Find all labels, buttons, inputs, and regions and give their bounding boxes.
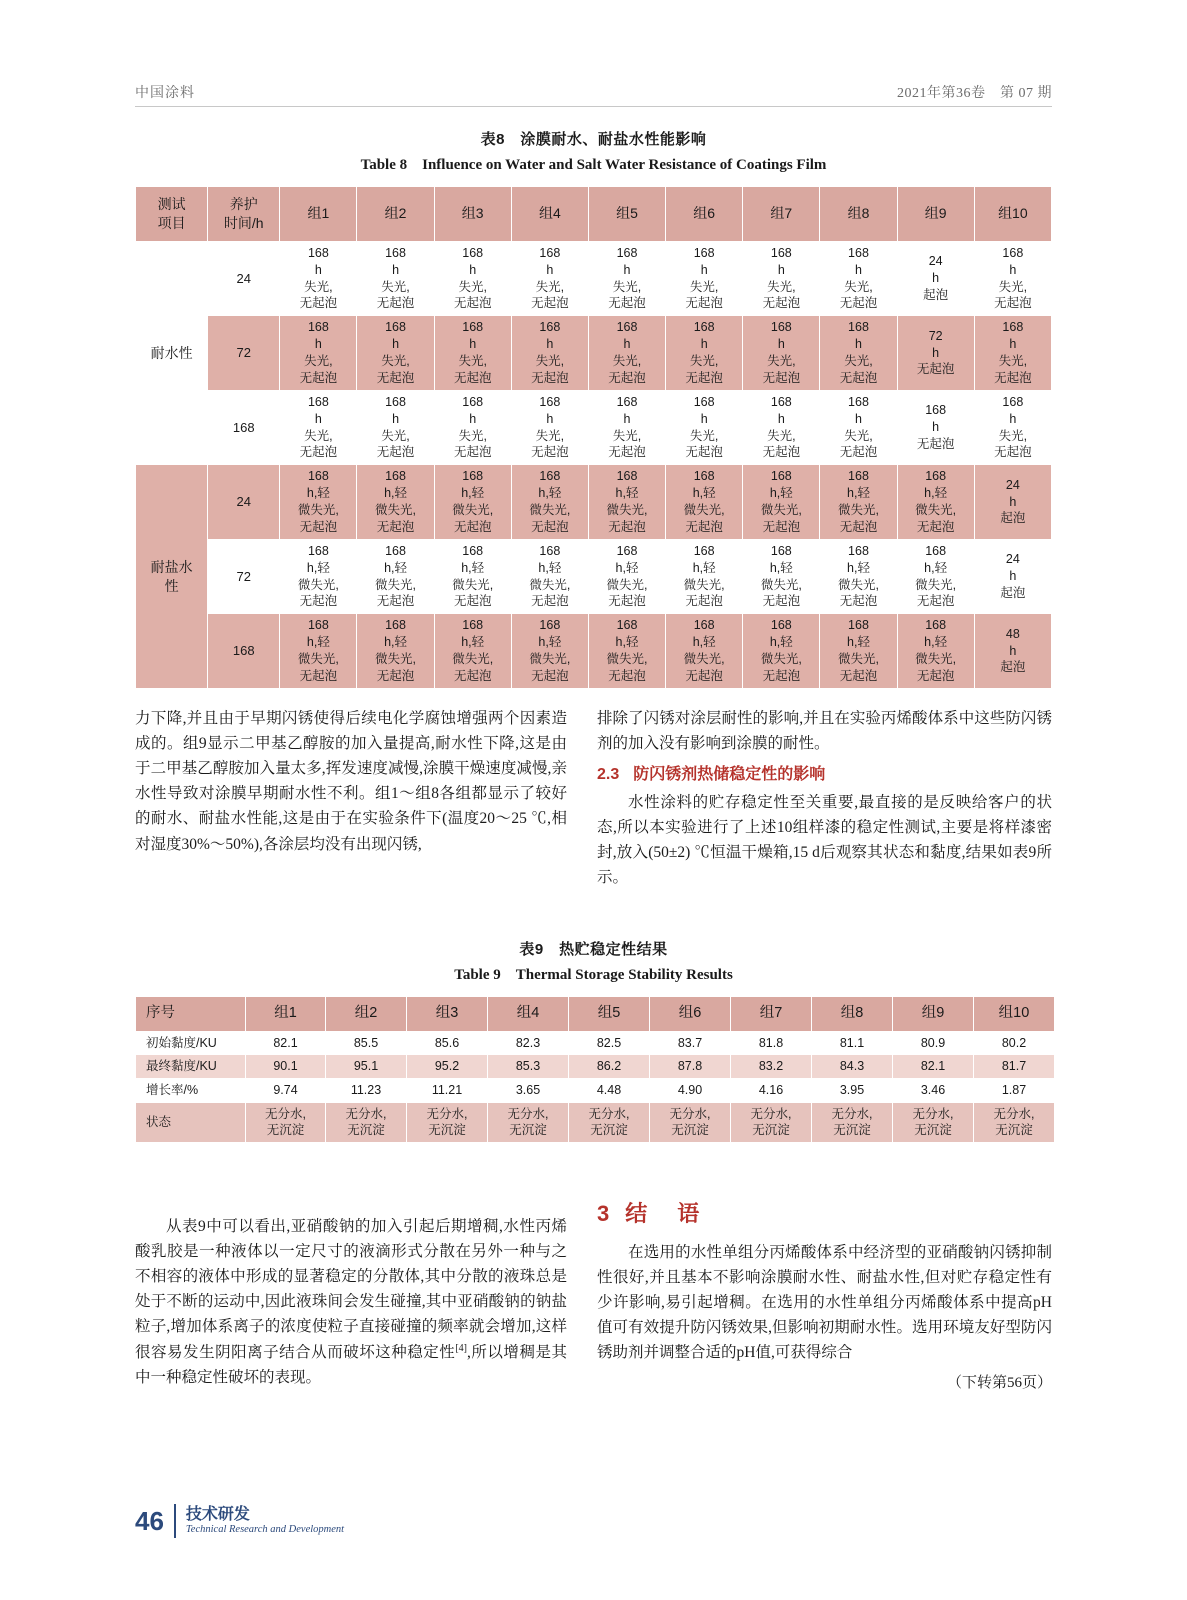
table8-cell: 168 h 失光, 无起泡 — [820, 241, 897, 316]
table8-cell: 168 h,轻 微失光, 无起泡 — [588, 465, 665, 540]
table9-cell: 无分水, 无沉淀 — [974, 1103, 1055, 1143]
section-heading-2-3 — [597, 762, 1052, 788]
table8-cell: 168 h 失光, 无起泡 — [357, 390, 434, 465]
table8-cell: 168 h,轻 微失光, 无起泡 — [588, 539, 665, 614]
table8-cell: 72 h 无起泡 — [897, 316, 974, 391]
continuation-note: （下转第56页） — [946, 1375, 1052, 1392]
table-row — [136, 1031, 1055, 1055]
issue-info: 2021年第36卷 第 07 期 — [897, 86, 1052, 101]
table8 — [135, 186, 1052, 689]
table8-cell: 168 h,轻 微失光, 无起泡 — [897, 614, 974, 689]
table9-cell: 84.3 — [812, 1055, 893, 1079]
table8-row-label-water: 耐水性 — [136, 241, 208, 465]
paragraph: 排除了闪锈对涂层耐性的影响,并且在实验丙烯酸体系中这些防闪锈剂的加入没有影响到涂膜的耐性。 — [597, 710, 1052, 753]
table8-cell: 168 h 失光, 无起泡 — [588, 390, 665, 465]
table8-cell: 168 h 失光, 无起泡 — [666, 316, 743, 391]
table8-cell: 168 h 失光, 无起泡 — [743, 390, 820, 465]
table9-cell: 无分水, 无沉淀 — [569, 1103, 650, 1143]
table8-time: 24 — [208, 241, 280, 316]
table8-cell: 168 h,轻 微失光, 无起泡 — [280, 539, 357, 614]
table8-cell: 168 h,轻 微失光, 无起泡 — [588, 614, 665, 689]
table8-cell: 168 h 失光, 无起泡 — [434, 390, 511, 465]
table8-cell: 168 h,轻 微失光, 无起泡 — [666, 614, 743, 689]
table8-cell: 168 h,轻 微失光, 无起泡 — [511, 614, 588, 689]
table9-cell: 3.95 — [812, 1079, 893, 1103]
table-row — [136, 1103, 1055, 1143]
table9-col-index: 序号 — [136, 997, 246, 1032]
table9-col-g6: 组6 — [650, 997, 731, 1032]
table8-cell: 168 h,轻 微失光, 无起泡 — [280, 614, 357, 689]
table8-cell: 168 h 失光, 无起泡 — [743, 241, 820, 316]
table8-cell: 168 h,轻 微失光, 无起泡 — [434, 465, 511, 540]
table9-cell: 95.1 — [326, 1055, 407, 1079]
table8-time: 168 — [208, 614, 280, 689]
table-row — [136, 614, 1052, 689]
table9-cell: 82.3 — [488, 1031, 569, 1055]
table8-cell: 168 h 失光, 无起泡 — [511, 241, 588, 316]
paragraph — [135, 1214, 567, 1390]
table8-cell: 168 h,轻 微失光, 无起泡 — [743, 465, 820, 540]
table8-cell: 168 h 失光, 无起泡 — [974, 390, 1051, 465]
table8-cell: 168 h,轻 微失光, 无起泡 — [666, 465, 743, 540]
table8-cell: 168 h,轻 微失光, 无起泡 — [743, 539, 820, 614]
table9-col-g1: 组1 — [246, 997, 326, 1032]
table8-cell: 24 h 起泡 — [974, 465, 1051, 540]
table8-cell: 168 h,轻 微失光, 无起泡 — [743, 614, 820, 689]
table9-cell: 86.2 — [569, 1055, 650, 1079]
table8-header-row — [136, 187, 1052, 242]
table8-cell: 168 h,轻 微失光, 无起泡 — [820, 614, 897, 689]
table9-row-label: 最终黏度/KU — [136, 1055, 246, 1079]
table8-time: 168 — [208, 390, 280, 465]
table9 — [135, 996, 1055, 1143]
table9-cell: 95.2 — [407, 1055, 488, 1079]
page-footer — [135, 1504, 344, 1538]
table8-cell: 168 h,轻 微失光, 无起泡 — [820, 539, 897, 614]
table9-cell: 3.46 — [893, 1079, 974, 1103]
table9-cell: 82.5 — [569, 1031, 650, 1055]
page-number: 46 — [135, 1505, 164, 1536]
table8-col-g10: 组10 — [974, 187, 1051, 242]
page-header — [135, 82, 1052, 102]
table8-cell: 168 h,轻 微失光, 无起泡 — [357, 465, 434, 540]
table9-cell: 9.74 — [246, 1079, 326, 1103]
table9-cell: 81.8 — [731, 1031, 812, 1055]
table8-title-cn: 表8 涂膜耐水、耐盐水性能影响 — [480, 131, 707, 148]
table9-cell: 83.2 — [731, 1055, 812, 1079]
table9-cell: 无分水, 无沉淀 — [650, 1103, 731, 1143]
table9-col-g9: 组9 — [893, 997, 974, 1032]
table9-cell: 4.90 — [650, 1079, 731, 1103]
table8-col-g7: 组7 — [743, 187, 820, 242]
table9-cell: 无分水, 无沉淀 — [731, 1103, 812, 1143]
table-row — [136, 316, 1052, 391]
table8-cell: 168 h 失光, 无起泡 — [280, 241, 357, 316]
table9-header-row — [136, 997, 1055, 1032]
table9-col-g10: 组10 — [974, 997, 1055, 1032]
table-row — [136, 241, 1052, 316]
table8-col-g1: 组1 — [280, 187, 357, 242]
table8-cell: 168 h 失光, 无起泡 — [666, 390, 743, 465]
table8-cell: 168 h 失光, 无起泡 — [743, 316, 820, 391]
footer-divider — [174, 1504, 176, 1538]
table8-cell: 168 h,轻 微失光, 无起泡 — [897, 465, 974, 540]
table8-cell: 168 h,轻 微失光, 无起泡 — [280, 465, 357, 540]
paragraph: 在选用的水性单组分丙烯酸体系中经济型的亚硝酸钠闪锈抑制性很好,并且基本不影响涂膜耐水性、耐盐水性,但对贮存稳定性有少许影响,易引起增稠。在选用的水性单组分丙烯酸体系中提高pH值可有效提升防闪锈效果,但影响初期耐水性。选用环境友好型防闪锈助剂并调整合适的pH值,可获得综合 — [597, 1243, 1052, 1362]
table9-col-g3: 组3 — [407, 997, 488, 1032]
table8-cell: 168 h,轻 微失光, 无起泡 — [666, 539, 743, 614]
table8-col-g8: 组8 — [820, 187, 897, 242]
table9-col-g2: 组2 — [326, 997, 407, 1032]
table9-cell: 85.5 — [326, 1031, 407, 1055]
table8-cell: 168 h 失光, 无起泡 — [588, 316, 665, 391]
table8-cell: 168 h 无起泡 — [897, 390, 974, 465]
table8-time: 72 — [208, 539, 280, 614]
table9-cell: 82.1 — [893, 1055, 974, 1079]
table9-cell: 1.87 — [974, 1079, 1055, 1103]
section-title: 防闪锈剂热储稳定性的影响 — [633, 766, 826, 784]
table8-cell: 168 h 失光, 无起泡 — [357, 241, 434, 316]
table8-cell: 168 h 失光, 无起泡 — [280, 316, 357, 391]
table8-cell: 168 h 失光, 无起泡 — [434, 241, 511, 316]
reference-marker: [4] — [455, 1342, 467, 1354]
table8-cell: 168 h 失光, 无起泡 — [434, 316, 511, 391]
section-number: 2.3 — [597, 766, 620, 784]
table9-cell: 80.9 — [893, 1031, 974, 1055]
table8-col-time: 养护 时间/h — [208, 187, 280, 242]
table9-cell: 81.1 — [812, 1031, 893, 1055]
conclusion-number: 3 — [597, 1201, 610, 1226]
table8-col-g2: 组2 — [357, 187, 434, 242]
table9-cell: 无分水, 无沉淀 — [893, 1103, 974, 1143]
table8-cell: 168 h,轻 微失光, 无起泡 — [357, 539, 434, 614]
table9-cell: 无分水, 无沉淀 — [407, 1103, 488, 1143]
table9-cell: 81.7 — [974, 1055, 1055, 1079]
table9-block — [135, 938, 1052, 1143]
bottom-right-column — [597, 1196, 1052, 1395]
footer-section-en: Technical Research and Development — [185, 1524, 345, 1536]
table8-cell: 168 h 失光, 无起泡 — [974, 241, 1051, 316]
table9-row-label: 增长率/% — [136, 1079, 246, 1103]
table9-cell: 4.16 — [731, 1079, 812, 1103]
paragraph-text: 从表9中可以看出,亚硝酸钠的加入引起后期增稠,水性丙烯酸乳胶是一种液体以一定尺寸的液滴形式分散在另外一种与之不相容的液体中形成的显著稳定的分散体,其中分散的液珠总是处于不断的运动中,因此液珠间会发生碰撞,其中亚硝酸钠的钠盐粒子,增加体系离子的浓度使粒子直接碰撞的频率就会增加,这样很容易发生阴阳离子结合从而破坏这种稳定性 — [135, 1218, 567, 1361]
table9-col-g8: 组8 — [812, 997, 893, 1032]
table8-cell: 168 h 失光, 无起泡 — [280, 390, 357, 465]
table8-cell: 168 h,轻 微失光, 无起泡 — [897, 539, 974, 614]
table9-cell: 无分水, 无沉淀 — [326, 1103, 407, 1143]
bottom-left-column — [135, 1214, 567, 1390]
table8-cell: 168 h 失光, 无起泡 — [357, 316, 434, 391]
table-row — [136, 1079, 1055, 1103]
table8-cell: 168 h 失光, 无起泡 — [666, 241, 743, 316]
table9-row-label: 状态 — [136, 1103, 246, 1143]
table8-cell: 168 h 失光, 无起泡 — [820, 316, 897, 391]
table8-cell: 48 h 起泡 — [974, 614, 1051, 689]
paragraph-tail: ,所以增稠是其中一种稳定性破坏的表现。 — [135, 1343, 567, 1386]
table8-col-g6: 组6 — [666, 187, 743, 242]
table9-cell: 3.65 — [488, 1079, 569, 1103]
footer-section-cn: 技术研发 — [185, 1505, 250, 1523]
table8-time: 24 — [208, 465, 280, 540]
journal-name: 中国涂料 — [135, 86, 195, 101]
table8-cell: 168 h 失光, 无起泡 — [820, 390, 897, 465]
conclusion-title: 结 语 — [625, 1201, 704, 1226]
table8-col-g4: 组4 — [511, 187, 588, 242]
table8-cell: 168 h 失光, 无起泡 — [511, 390, 588, 465]
table9-title-cn: 表9 热贮稳定性结果 — [519, 941, 668, 958]
table8-cell: 168 h 失光, 无起泡 — [588, 241, 665, 316]
table9-cell: 85.6 — [407, 1031, 488, 1055]
table8-col-g5: 组5 — [588, 187, 665, 242]
table9-cell: 87.8 — [650, 1055, 731, 1079]
paragraph: 力下降,并且由于早期闪锈使得后续电化学腐蚀增强两个因素造成的。组9显示二甲基乙醇胺的加入量提高,耐水性下降,这是由于二甲基乙醇胺加入量太多,挥发速度减慢,涂膜干燥速度减慢,亲水性导致对涂膜早期耐水性不利。组1～组8各组都显示了较好的耐水、耐盐水性能,这是由于在实验条件下(温度20～25 ℃,相对湿度30%～50%),各涂层均没有出现闪锈, — [135, 710, 567, 853]
conclusion-heading — [597, 1196, 1052, 1232]
table-row — [136, 465, 1052, 540]
table8-col-g3: 组3 — [434, 187, 511, 242]
table8-cell: 168 h 失光, 无起泡 — [974, 316, 1051, 391]
table8-time: 72 — [208, 316, 280, 391]
body-left-column — [135, 706, 567, 857]
table9-cell: 无分水, 无沉淀 — [488, 1103, 569, 1143]
table-row — [136, 390, 1052, 465]
table8-cell: 168 h 失光, 无起泡 — [511, 316, 588, 391]
table8-cell: 168 h,轻 微失光, 无起泡 — [511, 539, 588, 614]
table8-cell: 168 h,轻 微失光, 无起泡 — [434, 614, 511, 689]
table8-col-test: 测试 项目 — [136, 187, 208, 242]
table-row — [136, 539, 1052, 614]
table9-cell: 11.23 — [326, 1079, 407, 1103]
table-row — [136, 1055, 1055, 1079]
table9-row-label: 初始黏度/KU — [136, 1031, 246, 1055]
table9-cell: 90.1 — [246, 1055, 326, 1079]
table8-cell: 168 h,轻 微失光, 无起泡 — [511, 465, 588, 540]
table9-title-en: Table 9 Thermal Storage Stability Results — [454, 967, 733, 983]
table8-title-en: Table 8 Influence on Water and Salt Water Resistance of Coatings Film — [360, 157, 827, 173]
table9-cell: 11.21 — [407, 1079, 488, 1103]
table8-cell: 168 h,轻 微失光, 无起泡 — [434, 539, 511, 614]
table9-cell: 无分水, 无沉淀 — [246, 1103, 326, 1143]
table9-col-g4: 组4 — [488, 997, 569, 1032]
table9-cell: 85.3 — [488, 1055, 569, 1079]
table8-cell: 24 h 起泡 — [974, 539, 1051, 614]
table9-cell: 无分水, 无沉淀 — [812, 1103, 893, 1143]
paragraph: 水性涂料的贮存稳定性至关重要,最直接的是反映给客户的状态,所以本实验进行了上述10组样漆的稳定性测试,主要是将样漆密封,放入(50±2) ℃恒温干燥箱,15 d后观察其状态和黏度,结果如表9所示。 — [597, 794, 1052, 887]
table9-col-g5: 组5 — [569, 997, 650, 1032]
table9-cell: 4.48 — [569, 1079, 650, 1103]
table9-col-g7: 组7 — [731, 997, 812, 1032]
table8-block — [135, 128, 1052, 689]
table8-col-g9: 组9 — [897, 187, 974, 242]
table8-cell: 24 h 起泡 — [897, 241, 974, 316]
table9-cell: 83.7 — [650, 1031, 731, 1055]
table9-cell: 80.2 — [974, 1031, 1055, 1055]
table8-cell: 168 h,轻 微失光, 无起泡 — [820, 465, 897, 540]
header-divider — [135, 106, 1052, 107]
table8-row-label-saltwater: 耐盐水 性 — [136, 465, 208, 689]
table9-cell: 82.1 — [246, 1031, 326, 1055]
body-right-column — [597, 706, 1052, 891]
table8-cell: 168 h,轻 微失光, 无起泡 — [357, 614, 434, 689]
